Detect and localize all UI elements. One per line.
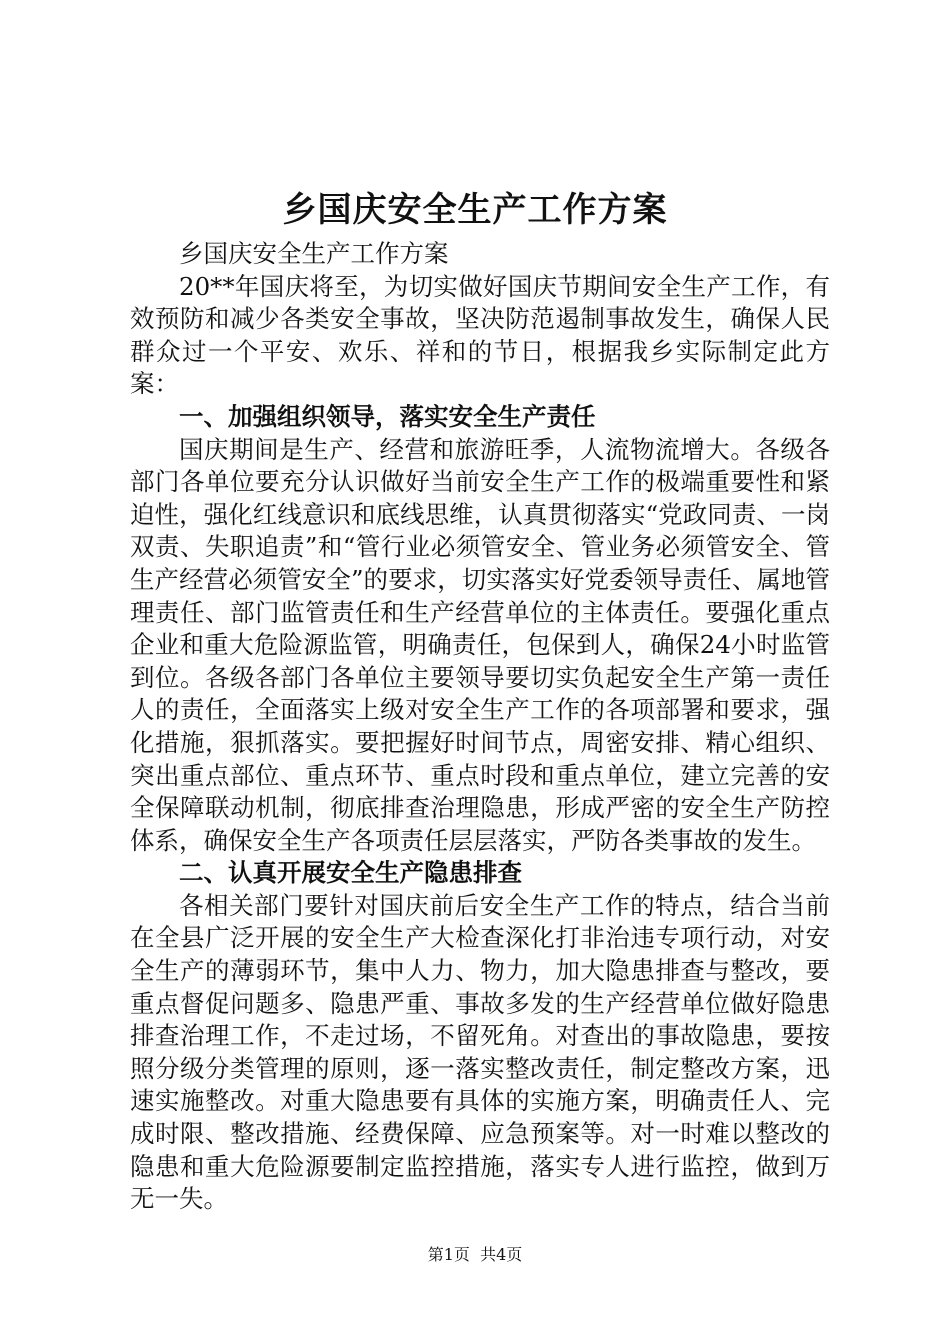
page-footer — [0, 1244, 950, 1266]
section-2-heading: 二、认真开展安全生产隐患排查 — [179, 858, 522, 888]
page-number: 第1页 共4页 — [427, 1245, 523, 1264]
document-title: 乡国庆安全生产工作方案 — [282, 190, 668, 230]
section-2-paragraph: 各相关部门要针对国庆前后安全生产工作的特点，结合当前在全县广泛开展的安全生产大检查深化打非治违专项行动，对安全生产的薄弱环节，集中人力、物力，加大隐患排查与整改，要重点督促问题多、隐患严重、事故多发的生产经营单位做好隐患排查治理工作，不走过场，不留死角。对查出的事故隐患，要按照分级分类管理的原则，逐一落实整改责任，制定整改方案，迅速实施整改。对重大隐患要有具体的实施方案，明确责任人、完成时限、整改措施、经费保障、应急预案等。对一时难以整改的隐患和重大危险源要制定监控措施，落实专人进行监控，做到万无一失。 — [130, 890, 830, 1214]
section-1-heading: 一、加强组织领导，落实安全生产责任 — [179, 401, 596, 431]
subtitle-line: 乡国庆安全生产工作方案 — [179, 239, 449, 268]
document-body — [130, 238, 830, 1216]
intro-paragraph: 20**年国庆将至，为切实做好国庆节期间安全生产工作，有效预防和减少各类安全事故，坚决防范遏制事故发生，确保人民群众过一个平安、欢乐、祥和的节日，根据我乡实际制定此方案： — [130, 271, 830, 399]
section-1-paragraph: 国庆期间是生产、经营和旅游旺季，人流物流增大。各级各部门各单位要充分认识做好当前安全生产工作的极端重要性和紧迫性，强化红线意识和底线思维，认真贯彻落实“党政同责、一岗双责、失职追责”和“管行业必须管安全、管业务必须管安全、管生产经营必须管安全”的要求，切实落实好党委领导责任、属地管理责任、部门监管责任和生产经营单位的主体责任。要强化重点企业和重大危险源监管，明确责任，包保到人，确保24小时监管到位。各级各部门各单位主要领导要切实负起安全生产第一责任人的责任，全面落实上级对安全生产工作的各项部署和要求，强化措施，狠抓落实。要把握好时间节点，周密安排、精心组织、突出重点部位、重点环节、重点时段和重点单位，建立完善的安全保障联动机制，彻底排查治理隐患，形成严密的安全生产防控体系，确保安全生产各项责任层层落实，严防各类事故的发生。 — [130, 434, 830, 855]
